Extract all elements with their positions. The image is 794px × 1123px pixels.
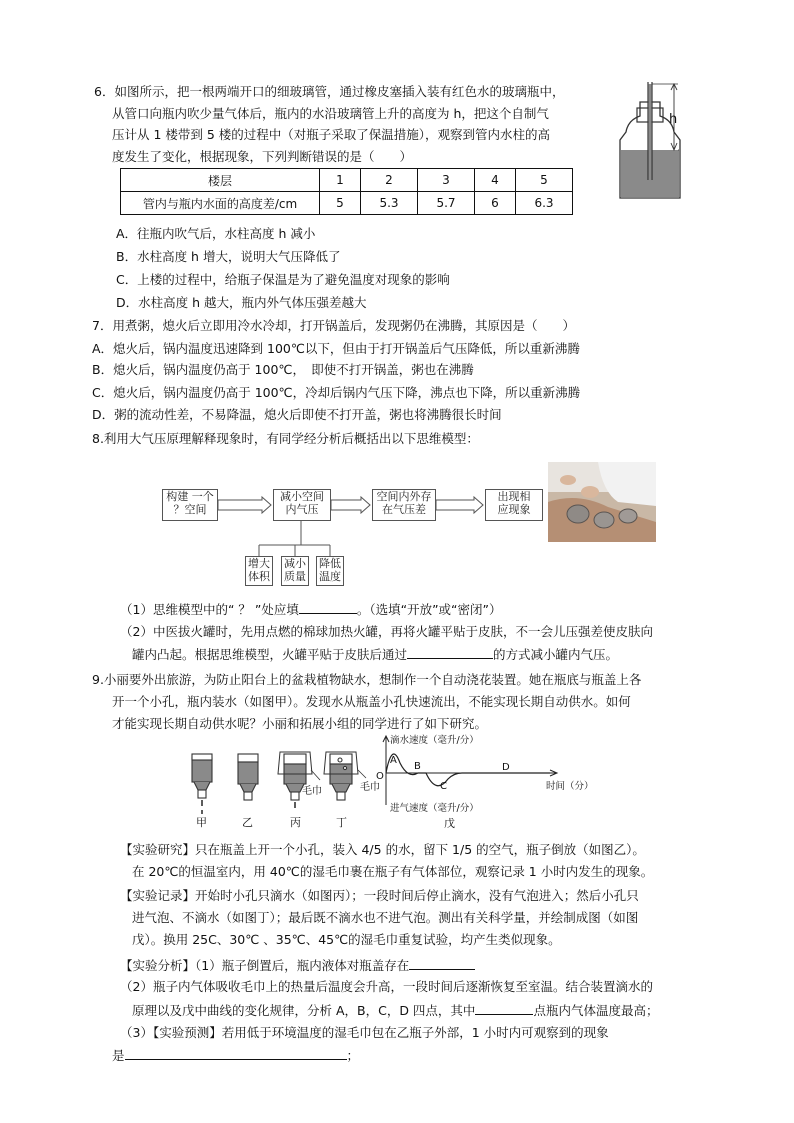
graph-xlabel: 时间（分） xyxy=(546,781,594,792)
q9-analysis2-line1: （2）瓶子内气体吸收毛巾上的热量后温度会升高，一段时间后逐渐恢复至室温。结合装置滴水的 xyxy=(120,979,653,994)
answer-blank[interactable] xyxy=(299,600,357,614)
table-cell: 6 xyxy=(475,192,516,215)
table-cell: 6.3 xyxy=(516,192,573,215)
table-header-floor: 楼层 xyxy=(121,169,320,192)
q9-research-line1: 【实验研究】只在瓶盖上开一个小孔，装入 4/5 的水，留下 1/5 的空气，瓶子倒放（如图乙）。 xyxy=(120,842,645,857)
answer-blank[interactable] xyxy=(409,956,475,970)
flow-box-phenomenon: 出现相 应现象 xyxy=(485,489,543,521)
flow-sub-lower-temperature: 降低 温度 xyxy=(316,556,344,586)
flow-box-build-space: 构建 一个 ？空间 xyxy=(162,489,218,521)
table-cell: 5 xyxy=(320,192,361,215)
q9-line3: 才能实现长期自动供水呢？小丽和拓展小组的同学进行了如下研究。 xyxy=(112,716,488,731)
q6-option-d: D．水柱高度 h 越大，瓶内外气体压强差越大 xyxy=(116,295,367,310)
q8-sub1: （1）思维模型中的“ ？ ”处应填 。（选填“开放”或“密闭”） xyxy=(120,602,502,617)
flow-box-pressure-difference: 空间内外存 在气压差 xyxy=(372,489,436,521)
towel-label-1: 毛巾 xyxy=(302,786,322,797)
answer-blank[interactable] xyxy=(407,645,493,659)
flow-rate-graph xyxy=(370,733,600,833)
table-cell: 5.7 xyxy=(418,192,475,215)
q8-sub2-line2: 罐内凸起。根据思维模型，火罐平贴于皮肤后通过 的方式减小罐内气压。 xyxy=(132,647,619,662)
figure-label-ding: 丁 xyxy=(336,816,347,829)
table-cell: 5 xyxy=(516,169,573,192)
q8-sub2-line1: （2）中医拔火罐时，先用点燃的棉球加热火罐，再将火罐平贴于皮肤，不一会儿压强差使皮肤向 xyxy=(120,624,653,639)
q7-option-b: B．熄火后，锅内温度仍高于 100℃， 即使不打开锅盖，粥也在沸腾 xyxy=(92,362,474,377)
towel-label-2: 毛巾 xyxy=(360,782,380,793)
table-cell: 1 xyxy=(320,169,361,192)
figure-label-bing: 丙 xyxy=(290,816,301,829)
q9-line2: 开一个小孔，瓶内装水（如图甲）。发现水从瓶盖小孔快速流出，不能实现长期自动供水。如何 xyxy=(112,694,631,709)
table-cell: 3 xyxy=(418,169,475,192)
table-cell: 2 xyxy=(361,169,418,192)
q9-predict-line1: （3）【实验预测】若用低于环境温度的湿毛巾包在乙瓶子外部，1 小时内可观察到的现象 xyxy=(120,1025,609,1040)
q9-line1: 9.小丽要外出旅游，为防止阳台上的盆栽植物缺水，想制作一个自动浇花装置。她在瓶底与瓶盖上各 xyxy=(92,672,642,687)
answer-blank[interactable] xyxy=(125,1046,347,1060)
q6-option-a: A．往瓶内吹气后，水柱高度 h 减小 xyxy=(116,226,316,241)
q9-research-line2: 在 20℃的恒温室内，用 40℃的湿毛巾裹在瓶子有气体部位，观察记录 1 小时内发生的现象。 xyxy=(132,864,654,879)
graph-origin: O xyxy=(376,771,384,782)
q7-option-a: A．熄火后，锅内温度迅速降到 100℃以下，但由于打开锅盖后气压降低，所以重新沸腾 xyxy=(92,341,580,356)
q9-analysis2-line2: 原理以及戊中曲线的变化规律，分析 A，B，C，D 四点，其中 点瓶内气体温度最高； xyxy=(132,1003,659,1018)
figure-label-yi: 乙 xyxy=(242,816,253,829)
q7-stem: 7．用煮粥，熄火后立即用冷水冷却，打开锅盖后，发现粥仍在沸腾，其原因是（ ） xyxy=(92,318,575,333)
q9-analysis1: 【实验分析】（1）瓶子倒置后，瓶内液体对瓶盖存在 xyxy=(120,956,475,974)
graph-ylabel-bottom: 进气速度（毫升/分） xyxy=(390,803,479,814)
table-cell: 5.3 xyxy=(361,192,418,215)
q6-option-c: C．上楼的过程中，给瓶子保温是为了避免温度对现象的影响 xyxy=(116,272,450,287)
q6-line2: 从管口向瓶内吹少量气体后，瓶内的水沿玻璃管上升的高度为 h，把这个自制气 xyxy=(112,106,549,121)
height-h-label: h xyxy=(669,112,678,127)
q7-option-d: D．粥的流动性差，不易降温，熄火后即使不打开盖，粥也将沸腾很长时间 xyxy=(92,407,502,422)
flow-box-reduce-pressure: 减小空间 内气压 xyxy=(273,489,331,521)
q6-option-b: B．水柱高度 h 增大，说明大气压降低了 xyxy=(116,249,341,264)
graph-point-c: C xyxy=(440,781,447,792)
graph-ylabel-top: 滴水速度（毫升/分） xyxy=(390,735,479,746)
graph-point-d: D xyxy=(502,762,510,773)
q9-record-line1: 【实验记录】开始时小孔只滴水（如图丙）；一段时间后停止滴水，没有气泡进入；然后小孔只 xyxy=(120,888,639,903)
flow-sub-reduce-mass: 减小 质量 xyxy=(281,556,309,586)
q9-record-line3: 戊）。换用 25C、30℃ 、35℃、45℃的湿毛巾重复试验，均产生类似现象。 xyxy=(132,932,561,947)
graph-point-a: A xyxy=(390,755,397,766)
q9-predict-line2: 是 ； xyxy=(112,1048,360,1063)
graph-point-b: B xyxy=(414,761,421,772)
q6-line3: 压计从 1 楼带到 5 楼的过程中（对瓶子采取了保温措施），观察到管内水柱的高 xyxy=(112,127,551,142)
q9-record-line2: 进气泡、不滴水（如图丁）；最后既不滴水也不进气泡。测出有关科学量，并绘制成图（如图 xyxy=(132,910,639,925)
flow-sub-increase-volume: 增大 体积 xyxy=(245,556,273,586)
table-cell: 4 xyxy=(475,169,516,192)
q6-line4: 度发生了变化，根据现象，下列判断错误的是（ ） xyxy=(112,149,413,164)
q8-stem: 8.利用大气压原理解释现象时，有同学经分析后概括出以下思维模型： xyxy=(92,431,479,446)
answer-blank[interactable] xyxy=(475,1001,533,1015)
bottle-figures xyxy=(180,740,400,830)
cupping-photo xyxy=(548,462,656,542)
figure-label-jia: 甲 xyxy=(196,816,207,829)
table-header-height: 管内与瓶内水面的高度差/cm xyxy=(121,192,320,215)
q7-option-c: C．熄火后，锅内温度仍高于 100℃，冷却后锅内气压下降，沸点也下降，所以重新沸腾 xyxy=(92,385,581,400)
q6-line1: 6．如图所示，把一根两端开口的细玻璃管，通过橡皮塞插入装有红色水的玻璃瓶中， xyxy=(94,84,565,99)
figure-label-wu: 戊 xyxy=(444,817,455,830)
